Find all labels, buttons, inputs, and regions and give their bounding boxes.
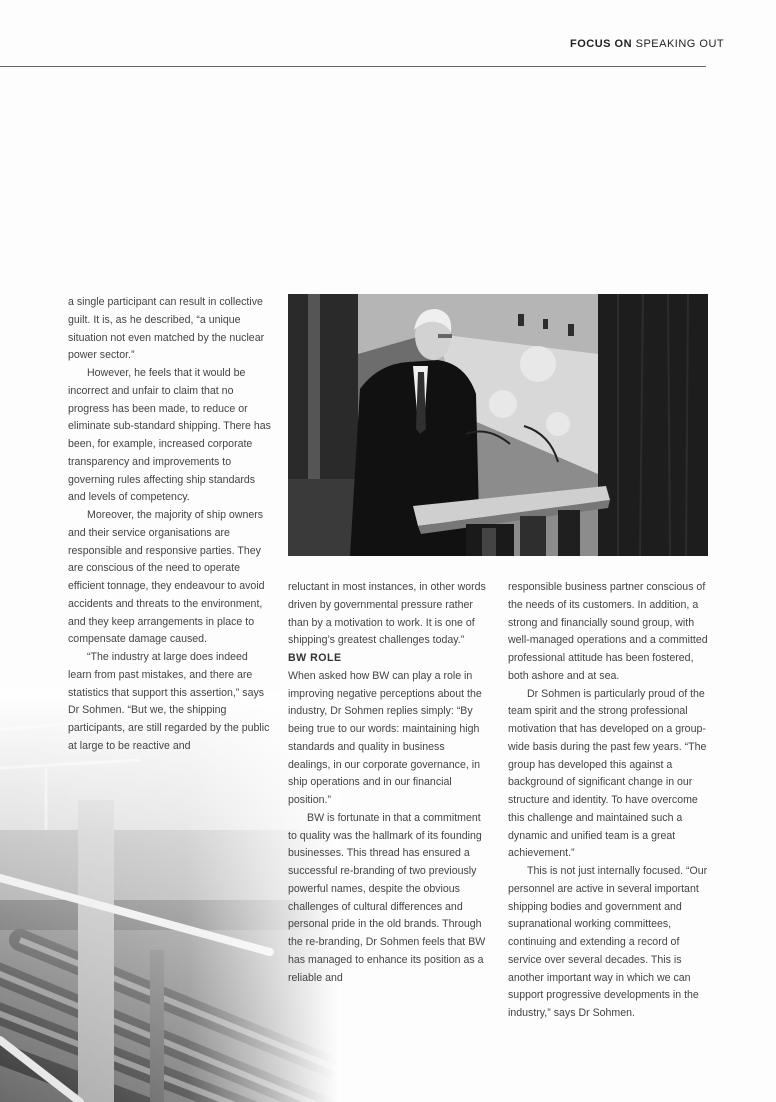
paragraph: However, he feels that it would be incorrect and unfair to claim that no progress has been made, to reduce or eliminate sub-standard shipping. There has been, for example, increased corporate transparency and improvements to governing rules affecting ship standards and levels of competency. <box>68 367 271 504</box>
section-header <box>570 38 724 50</box>
paragraph: responsible business partner conscious of the needs of its customers. In addition, a strong and financially sound group, with well-managed operations and a committed professional attitude has been fostered, both ashore and at sea. <box>508 581 708 682</box>
paragraph: Dr Sohmen is particularly proud of the team spirit and the strong professional motivation that has developed on a group-wide basis during the past few years. “The group has developed this against a background of significant change in our structure and identity. To have overcome this challenge and maintained such a dynamic and unified team is a great achievement.” <box>508 687 707 860</box>
paragraph: a single participant can result in collective guilt. It is, as he described, “a unique situation not even matched by the nuclear power sector.” <box>68 296 265 362</box>
paragraph: BW is fortunate in that a commitment to quality was the hallmark of its founding businesses. This thread has ensured a successful re-branding of two previously powerful names, despite the obvious challenges of cultural differences and personal pride in the old brands. Through the re-branding, Dr Sohmen feels that BW has managed to enhance its position as a reliable and <box>288 811 486 984</box>
text-column-3 <box>508 579 712 1023</box>
paragraph: reluctant in most instances, in other words driven by governmental pressure rather than by a motivation to work. It is one of shipping’s greatest challenges today.” <box>288 581 486 647</box>
text-column-1 <box>68 294 274 756</box>
section-header-bold: FOCUS ON <box>570 38 633 50</box>
subheading: BW ROLE <box>288 652 342 664</box>
paragraph: Moreover, the majority of ship owners and their service organisations are responsible and responsive parties. They are conscious of the need to operate efficient tonnage, they endeavour to avoid accidents and threats to the environment, and they keep arrangements in place to compensate damage caused. <box>68 509 265 646</box>
text-column-2 <box>288 579 488 987</box>
paragraph: When asked how BW can play a role in improving negative perceptions about the industry, Dr Sohmen replies simply: “By being true to our words: maintaining high standards and quality in business dealings, in our corporate governance, in ship operations and in our financial position.” <box>288 669 482 806</box>
paragraph: This is not just internally focused. “Our personnel are active in several important shipping bodies and government and supranational working committees, continuing and extending a record of service over several decades. This is another important way in which we can support progressive developments in the industry,” says Dr Sohmen. <box>508 865 708 1019</box>
header-rule <box>0 66 706 67</box>
paragraph: “The industry at large does indeed learn from past mistakes, and there are statistics that support this assertion,” says Dr Sohmen. “But we, the shipping participants, are still regarded by the public at large to be reactive and <box>68 651 270 752</box>
section-header-rest: SPEAKING OUT <box>635 38 725 50</box>
speaker-photo <box>288 294 708 556</box>
